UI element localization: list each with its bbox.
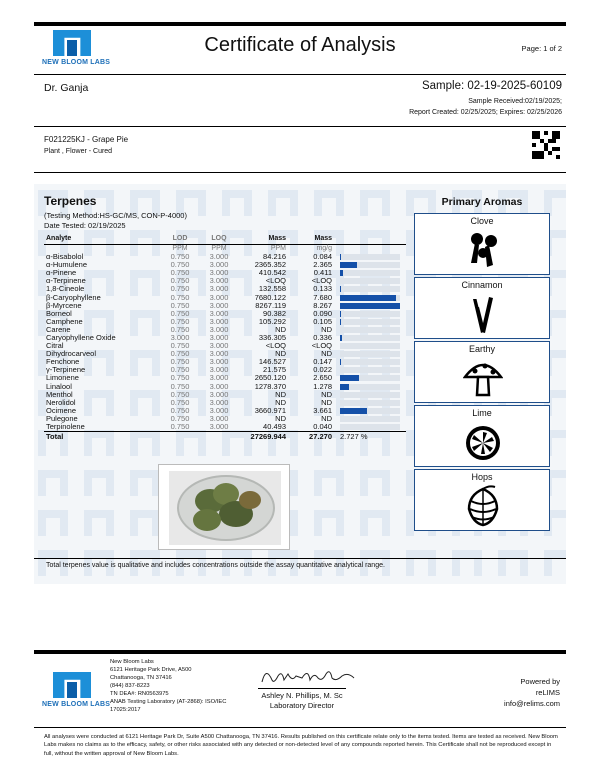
analyte-cell: Pulegone	[46, 413, 78, 423]
lod-cell: 3.000	[170, 332, 190, 342]
mass-mg-cell: ND	[321, 389, 332, 399]
concentration-bar-fill	[340, 335, 342, 341]
loq-cell: 3.000	[209, 397, 229, 407]
loq-cell: 3.000	[209, 332, 229, 342]
lod-cell: 0.750	[170, 397, 190, 407]
mass-ppm-cell: ND	[275, 397, 286, 407]
aroma-hops	[414, 469, 550, 531]
bar-cell	[334, 407, 406, 415]
mass-ppm-cell: ND	[275, 389, 286, 399]
loq-cell: 3.000	[209, 252, 229, 262]
concentration-bar	[340, 392, 400, 398]
concentration-bar	[340, 400, 400, 406]
bar-cell	[334, 391, 406, 399]
col-mass-ppm: Mass	[240, 234, 288, 244]
concentration-bar	[340, 384, 400, 390]
page-number: Page: 1 of 2	[521, 44, 562, 53]
mass-ppm-cell: 1278.370	[254, 381, 286, 391]
signer-title: Laboratory Director	[269, 701, 335, 710]
mass-mg-cell: 2.650	[313, 373, 332, 383]
table-row	[44, 423, 406, 432]
mass-ppm-cell: 90.382	[263, 308, 286, 318]
concentration-bar	[340, 262, 400, 268]
concentration-bar-fill	[340, 311, 341, 317]
bar-cell	[334, 293, 406, 301]
bar-cell	[334, 326, 406, 334]
mass-mg-cell: 7.680	[313, 292, 332, 302]
mass-mg-cell: 1.278	[313, 381, 332, 391]
aroma-name: Earthy	[468, 344, 495, 354]
note-rule	[34, 558, 566, 559]
lod-cell: 0.750	[170, 357, 190, 367]
col-bar	[334, 234, 406, 244]
concentration-bar-fill	[340, 384, 349, 390]
analyte-cell: β-Caryophyllene	[46, 292, 101, 302]
bar-cell	[334, 318, 406, 326]
bar-cell	[334, 423, 406, 432]
table-header-row	[44, 234, 406, 244]
mass-ppm-cell: 2365.352	[254, 260, 286, 270]
mass-ppm-cell: 7680.122	[254, 292, 286, 302]
mass-ppm-cell: <LOQ	[265, 341, 286, 351]
report-dates: Report Created: 02/25/2025; Expires: 02/25/2026	[409, 109, 562, 116]
mass-mg-cell: 8.267	[313, 300, 332, 310]
product-rule	[34, 172, 566, 173]
lab-info-line: 17025:2017	[110, 707, 141, 713]
unit-mass-mg: mg/g	[316, 244, 332, 252]
client-name: Dr. Ganja	[44, 82, 89, 94]
aroma-clove	[414, 213, 550, 275]
mass-mg-cell: 0.133	[313, 284, 332, 294]
clove-icon	[463, 229, 503, 271]
powered-by-email[interactable]: info@relims.com	[504, 699, 560, 708]
loq-cell: 3.000	[209, 365, 229, 375]
lod-cell: 0.750	[170, 268, 190, 278]
total-ppm: 27269.944	[240, 431, 288, 441]
lod-cell: 0.750	[170, 413, 190, 423]
terpenes-panel	[34, 184, 566, 584]
mass-mg-cell: 0.022	[313, 365, 332, 375]
product-name: F021225KJ - Grape Pie	[44, 135, 129, 144]
concentration-bar	[340, 416, 400, 422]
bar-cell	[334, 269, 406, 277]
concentration-bar	[340, 295, 400, 301]
bar-cell	[334, 302, 406, 310]
unit-loq: PPM	[211, 244, 227, 252]
loq-cell: 3.000	[209, 357, 229, 367]
analyte-cell: 1,8-Cineole	[46, 284, 85, 294]
mass-ppm-cell: 410.542	[258, 268, 286, 278]
lab-info-line: ANAB Testing Laboratory (AT-2868): ISO/IEC	[110, 699, 227, 705]
concentration-bar	[340, 359, 400, 365]
concentration-bar-fill	[340, 254, 341, 260]
lab-info-line: New Bloom Labs	[110, 659, 154, 665]
lod-cell: 0.750	[170, 300, 190, 310]
lod-cell: 0.750	[170, 365, 190, 375]
lod-cell: 0.750	[170, 349, 190, 359]
concentration-bar	[340, 408, 400, 414]
aroma-lime	[414, 405, 550, 467]
concentration-bar-fill	[340, 286, 341, 292]
lab-info-line: TN DEA#: RN0563975	[110, 691, 169, 697]
mass-mg-cell: 0.105	[313, 316, 332, 326]
concentration-bar-fill	[340, 319, 341, 325]
bar-cell	[334, 285, 406, 293]
concentration-bar	[340, 335, 400, 341]
bar-cell	[334, 383, 406, 391]
lab-contact-info	[110, 658, 230, 714]
footer-logo-mark	[53, 672, 91, 698]
footer-lab-logo	[42, 672, 111, 708]
loq-cell: 3.000	[209, 341, 229, 351]
mass-mg-cell: 2.365	[313, 260, 332, 270]
analyte-cell: Borneol	[46, 308, 72, 318]
lod-cell: 0.750	[170, 421, 190, 431]
lab-info-line: Chattanooga, TN 37416	[110, 675, 172, 681]
lab-info-line: 6121 Heritage Park Drive, A500	[110, 667, 192, 673]
col-analyte: Analyte	[44, 234, 162, 244]
concentration-bar-fill	[340, 359, 341, 365]
concentration-bar-fill	[340, 375, 359, 381]
mass-mg-cell: 0.040	[313, 421, 332, 431]
loq-cell: 3.000	[209, 308, 229, 318]
bar-cell	[334, 334, 406, 342]
aroma-name: Hops	[471, 472, 493, 482]
qr-code-icon	[532, 131, 560, 159]
concentration-bar	[340, 343, 400, 349]
analyte-cell: Terpinolene	[46, 421, 85, 431]
lab-logo	[42, 30, 111, 66]
mass-ppm-cell: 8267.119	[255, 300, 286, 310]
loq-cell: 3.000	[209, 373, 229, 383]
concentration-bar	[340, 375, 400, 381]
mass-mg-cell: 0.147	[313, 357, 332, 367]
col-loq: LOQ	[198, 234, 240, 244]
bar-cell	[334, 399, 406, 407]
lod-cell: 0.750	[170, 389, 190, 399]
signer-name: Ashley N. Phillips, M. Sc	[261, 691, 343, 700]
date-tested: Date Tested: 02/19/2025	[44, 221, 126, 230]
loq-cell: 3.000	[209, 316, 229, 326]
lod-cell: 0.750	[170, 341, 190, 351]
mass-ppm-cell: 336.305	[258, 332, 286, 342]
cinnamon-icon	[463, 293, 503, 335]
sample-id: Sample: 02-19-2025-60109	[421, 80, 562, 92]
terpenes-note: Total terpenes value is qualitative and includes concentrations outside the assay quantitative analytical range.	[46, 562, 385, 569]
mass-ppm-cell: ND	[275, 349, 286, 359]
lod-cell: 0.750	[170, 316, 190, 326]
aroma-name: Lime	[472, 408, 492, 418]
lod-cell: 0.750	[170, 276, 190, 286]
bar-cell	[334, 277, 406, 285]
loq-cell: 3.000	[209, 300, 229, 310]
loq-cell: 3.000	[209, 268, 229, 278]
disclaimer: All analyses were conducted at 6121 Heritage Park Dr, Suite A500 Chattanooga, TN 37416. Results published on this certificate relate only to the items tested. Items are tested as received. New Bloom Labs makes no claims as to the efficacy, safety, or other risks associated with any detected or non-detected level of any compounds reported herein. This Certificate shall not be reproduced except in full, without the written approval of New Bloom Labs.	[44, 734, 558, 757]
lod-cell: 0.750	[170, 324, 190, 334]
loq-cell: 3.000	[209, 276, 229, 286]
analyte-cell: Citral	[46, 341, 64, 351]
lab-logo-text: NEW BLOOM LABS	[42, 59, 111, 66]
total-label: Total	[44, 431, 162, 441]
lod-cell: 0.750	[170, 260, 190, 270]
mass-ppm-cell: 21.575	[263, 365, 286, 375]
mass-mg-cell: 0.090	[313, 308, 332, 318]
bar-cell	[334, 310, 406, 318]
concentration-bar	[340, 278, 400, 284]
col-mass-mg: Mass	[288, 234, 334, 244]
mass-mg-cell: 0.411	[313, 268, 332, 278]
mushroom-icon	[463, 357, 503, 399]
lod-cell: 0.750	[170, 252, 190, 262]
concentration-bar	[340, 286, 400, 292]
analyte-cell: α-Pinene	[46, 268, 77, 278]
top-rule	[34, 22, 566, 26]
concentration-bar-fill	[340, 295, 396, 301]
analyte-cell: Limonene	[46, 373, 79, 383]
total-row	[44, 431, 406, 441]
mass-mg-cell: <LOQ	[311, 276, 332, 286]
bar-cell	[334, 253, 406, 261]
analyte-cell: Linalool	[46, 381, 72, 391]
concentration-bar	[340, 270, 400, 276]
testing-method: (Testing Method:HS-GC/MS, CON-P-4000)	[44, 211, 187, 220]
terpenes-title: Terpenes	[44, 194, 97, 208]
lime-icon	[463, 421, 503, 463]
lab-logo-mark	[53, 30, 91, 56]
bar-cell	[334, 374, 406, 382]
loq-cell: 3.000	[209, 324, 229, 334]
lod-cell: 0.750	[170, 373, 190, 383]
concentration-bar-fill	[340, 303, 400, 309]
mass-mg-cell: 0.336	[313, 332, 332, 342]
mass-ppm-cell: 146.527	[258, 357, 286, 367]
concentration-bar-fill	[340, 270, 343, 276]
hops-icon	[463, 485, 503, 527]
mass-mg-cell: ND	[321, 397, 332, 407]
signature-line	[258, 688, 346, 689]
aroma-earthy	[414, 341, 550, 403]
loq-cell: 3.000	[209, 421, 229, 431]
analyte-cell: Caryophyllene Oxide	[46, 332, 116, 342]
concentration-bar	[340, 303, 400, 309]
mass-ppm-cell: 3660.971	[254, 405, 286, 415]
lod-cell: 0.750	[170, 381, 190, 391]
header-rule	[34, 74, 566, 75]
total-lod	[162, 431, 198, 441]
lod-cell: 0.750	[170, 405, 190, 415]
lod-cell: 0.750	[170, 292, 190, 302]
loq-cell: 3.000	[209, 389, 229, 399]
bar-cell	[334, 350, 406, 358]
analyte-cell: Carene	[46, 324, 71, 334]
concentration-bar-fill	[340, 408, 367, 414]
signature-image	[258, 664, 358, 688]
mass-mg-cell: ND	[321, 413, 332, 423]
aroma-name: Clove	[470, 216, 494, 226]
bar-cell	[334, 342, 406, 350]
concentration-bar	[340, 424, 400, 430]
mass-mg-cell: ND	[321, 324, 332, 334]
mass-ppm-cell: ND	[275, 413, 286, 423]
loq-cell: 3.000	[209, 381, 229, 391]
mass-mg-cell: <LOQ	[311, 341, 332, 351]
aroma-name: Cinnamon	[461, 280, 503, 290]
document-title: Certificate of Analysis	[204, 34, 396, 56]
disclaimer-rule	[34, 727, 566, 728]
primary-aromas-title: Primary Aromas	[441, 196, 523, 208]
concentration-bar-fill	[340, 262, 357, 268]
concentration-bar	[340, 367, 400, 373]
mass-mg-cell: ND	[321, 349, 332, 359]
loq-cell: 3.000	[209, 292, 229, 302]
total-percent: 2.727 %	[334, 431, 406, 441]
product-type: Plant , Flower - Cured	[44, 148, 113, 155]
mass-ppm-cell: 84.216	[263, 252, 286, 262]
unit-mass: PPM	[270, 244, 286, 252]
sample-rule	[34, 126, 566, 127]
concentration-bar	[340, 327, 400, 333]
loq-cell: 3.000	[209, 284, 229, 294]
mass-ppm-cell: ND	[275, 324, 286, 334]
concentration-bar	[340, 254, 400, 260]
col-lod: LOD	[162, 234, 198, 244]
total-mg: 27.270	[288, 431, 334, 441]
analyte-cell: Nerolidol	[46, 397, 76, 407]
analyte-cell: α-Humulene	[46, 260, 88, 270]
mass-ppm-cell: <LOQ	[265, 276, 286, 286]
analyte-cell: Camphene	[46, 316, 83, 326]
mass-ppm-cell: 132.558	[258, 284, 286, 294]
terpenes-table	[44, 234, 406, 441]
footer-rule	[34, 650, 566, 654]
analyte-cell: α-Bisabolol	[46, 252, 84, 262]
loq-cell: 3.000	[209, 349, 229, 359]
bar-cell	[334, 415, 406, 423]
total-loq	[198, 431, 240, 441]
mass-mg-cell: 3.661	[313, 405, 332, 415]
mass-ppm-cell: 40.493	[263, 421, 286, 431]
mass-mg-cell: 0.084	[313, 252, 332, 262]
sample-received: Sample Received:02/19/2025;	[468, 98, 562, 105]
analyte-cell: Ocimene	[46, 405, 77, 415]
mass-ppm-cell: 105.292	[258, 316, 286, 326]
bar-cell	[334, 366, 406, 374]
lab-info-line: (844) 837-8223	[110, 683, 150, 689]
concentration-bar	[340, 319, 400, 325]
aroma-cinnamon	[414, 277, 550, 339]
loq-cell: 3.000	[209, 405, 229, 415]
powered-by-label: Powered by	[520, 677, 560, 686]
concentration-bar	[340, 351, 400, 357]
loq-cell: 3.000	[209, 413, 229, 423]
analyte-cell: γ-Terpinene	[46, 365, 86, 375]
bar-cell	[334, 358, 406, 366]
analyte-cell: Fenchone	[46, 357, 80, 367]
lod-cell: 0.750	[170, 284, 190, 294]
bar-cell	[334, 261, 406, 269]
powered-by-name: reLIMS	[535, 688, 560, 697]
powered-by	[504, 676, 560, 709]
lod-cell: 0.750	[170, 308, 190, 318]
sample-photo	[158, 464, 290, 550]
analyte-cell: α-Terpinene	[46, 276, 86, 286]
unit-lod: PPM	[172, 244, 188, 252]
mass-ppm-cell: 2650.120	[254, 373, 286, 383]
concentration-bar	[340, 311, 400, 317]
analyte-cell: Dihydrocarveol	[46, 349, 97, 359]
footer-logo-text: NEW BLOOM LABS	[42, 701, 111, 708]
analyte-cell: Menthol	[46, 389, 73, 399]
analyte-cell: β-Myrcene	[46, 300, 82, 310]
loq-cell: 3.000	[209, 260, 229, 270]
